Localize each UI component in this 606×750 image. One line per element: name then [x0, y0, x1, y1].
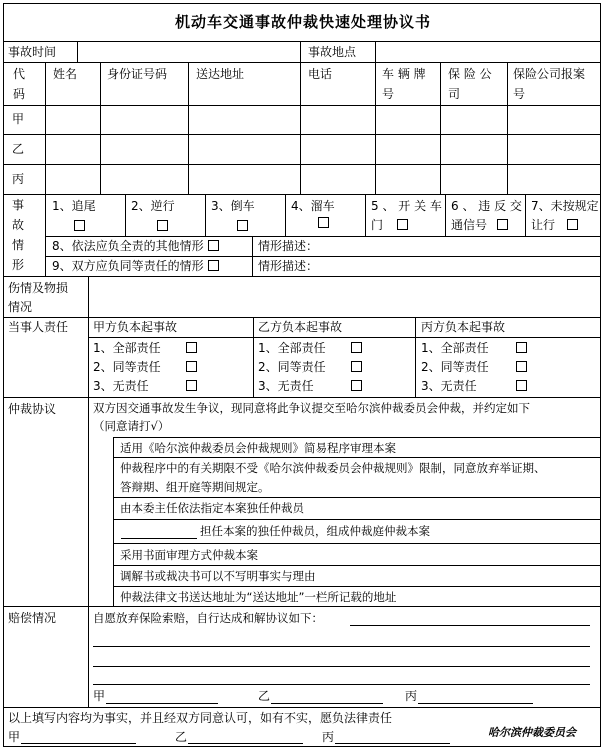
line [365, 194, 366, 236]
situation-door-2: 门 [371, 218, 408, 232]
liability-a-equal-checkbox[interactable] [186, 361, 197, 372]
phone-header: 电话 [308, 67, 333, 81]
line [88, 337, 601, 338]
situation-equal-liability-checkbox[interactable] [208, 260, 219, 271]
compensation-line[interactable] [93, 666, 590, 667]
line [300, 41, 301, 62]
liability-header-c: 丙方负本起事故 [421, 320, 506, 334]
line [125, 194, 126, 236]
insurer-report-header-2: 号 [513, 87, 526, 101]
situation-rear-end: 1、追尾 [52, 199, 96, 213]
situation-wrong-way-checkbox[interactable] [157, 220, 168, 231]
party-a-code: 甲 [12, 112, 25, 126]
compensation-line[interactable] [93, 646, 590, 647]
liability-b-equal: 2、同等责任 [258, 360, 326, 374]
line [113, 437, 601, 438]
commission-seal: 哈尔滨仲裁委员会 [488, 726, 576, 739]
situation-label-1: 事 [12, 198, 25, 212]
footer-sign-c: 丙 [322, 730, 335, 744]
line [113, 586, 601, 587]
compensation-label: 赔偿情况 [8, 611, 57, 625]
footer-sign-line-b[interactable] [188, 743, 303, 744]
line [113, 437, 114, 606]
situation-label-4: 形 [12, 258, 25, 272]
sign-line-c[interactable] [418, 703, 533, 704]
situation-rolling: 4、溜车 [291, 199, 335, 213]
line [3, 134, 601, 135]
line [252, 236, 253, 276]
situation-full-liability-checkbox[interactable] [208, 240, 219, 251]
line [3, 707, 601, 708]
line [113, 457, 601, 458]
line [100, 62, 101, 194]
situation-signal-checkbox[interactable] [497, 219, 508, 230]
sign-party-c: 丙 [405, 689, 418, 703]
footer-sign-a: 甲 [8, 730, 21, 744]
sign-party-b: 乙 [258, 689, 271, 703]
insurer-header-2: 司 [448, 87, 461, 101]
situation-yield: 7、未按规定 [531, 199, 599, 213]
compensation-line[interactable] [93, 684, 590, 685]
line [375, 41, 376, 62]
line [375, 62, 376, 194]
line [507, 62, 508, 194]
situation-label-2: 故 [12, 218, 25, 232]
sign-line-b[interactable] [271, 703, 383, 704]
situation-equal-liability: 9、双方应负同等责任的情形 [52, 259, 219, 273]
clause-written-review: 采用书面审理方式仲裁本案 [120, 548, 258, 562]
accident-time-label: 事故时间 [8, 45, 57, 59]
clause-named-arbitrator: 担任本案的独任仲裁员，组成仲裁庭仲裁本案 [200, 524, 430, 538]
line [3, 164, 601, 165]
liability-label: 当事人责任 [8, 320, 69, 334]
address-header: 送达地址 [196, 67, 245, 81]
agreement-form [3, 3, 601, 747]
line [3, 397, 601, 398]
situation-door: 5 、 开 关 车 [371, 199, 442, 213]
situation-yield-checkbox[interactable] [567, 219, 578, 230]
liability-a-none-checkbox[interactable] [186, 380, 197, 391]
situation-desc-label-2: 情形描述： [258, 259, 319, 273]
footer-sign-b: 乙 [175, 730, 188, 744]
insurer-header: 保 险 公 [448, 67, 492, 81]
liability-a-full: 1、全部责任 [93, 341, 161, 355]
line [45, 256, 601, 257]
party-c-code: 丙 [12, 172, 25, 186]
situation-wrong-way: 2、逆行 [131, 199, 175, 213]
form-title: 机动车交通事故仲裁快速处理协议书 [174, 13, 431, 31]
line [3, 317, 601, 318]
line [3, 62, 601, 63]
clause-service-address: 仲裁法律文书送达地址为“送达地址”一栏所记载的地址 [120, 590, 397, 604]
situation-reversing: 3、倒车 [211, 199, 255, 213]
situation-label-3: 情 [12, 238, 25, 252]
name-header: 姓名 [53, 67, 78, 81]
liability-c-equal: 2、同等责任 [421, 360, 489, 374]
line [45, 236, 601, 237]
situation-rolling-checkbox[interactable] [318, 217, 329, 228]
line [3, 276, 601, 277]
clause-no-reasons: 调解书或裁决书可以不写明事实与理由 [120, 569, 316, 583]
line [113, 497, 601, 498]
sign-party-a: 甲 [93, 689, 106, 703]
line [415, 317, 416, 397]
accident-place-label: 事故地点 [308, 45, 357, 59]
footer-sign-line-a[interactable] [21, 743, 136, 744]
damage-label: 伤情及物损 [8, 281, 69, 295]
insurer-report-header: 保险公司报案 [513, 67, 586, 81]
clause-director-appoint: 由本委主任依法指定本案独任仲裁员 [120, 501, 304, 515]
line [113, 565, 601, 566]
code-label-2: 码 [13, 87, 26, 101]
line [3, 105, 601, 106]
liability-a-equal: 2、同等责任 [93, 360, 161, 374]
liability-c-full-checkbox[interactable] [516, 342, 527, 353]
id-number-header: 身份证号码 [107, 67, 168, 81]
arbitrator-name-line[interactable] [121, 538, 197, 539]
situation-reversing-checkbox[interactable] [237, 220, 248, 231]
damage-label-2: 情况 [8, 300, 33, 314]
line [3, 41, 601, 42]
footer-statement: 以上填写内容均为事实，并且经双方同意认可，如有不实，愿负法律责任 [8, 711, 393, 725]
liability-b-none: 3、无责任 [258, 379, 314, 393]
liability-c-equal-checkbox[interactable] [516, 361, 527, 372]
liability-c-none: 3、无责任 [421, 379, 477, 393]
line [3, 606, 601, 607]
line [205, 194, 206, 236]
liability-b-full: 1、全部责任 [258, 341, 326, 355]
compensation-text: 自愿放弃保险索赔，自行达成和解协议如下： [93, 611, 323, 625]
line [113, 519, 601, 520]
line [525, 194, 526, 236]
code-label: 代 [13, 67, 26, 81]
liability-header-b: 乙方负本起事故 [258, 320, 343, 334]
line [113, 543, 601, 544]
line [188, 62, 189, 194]
line [88, 397, 89, 707]
footer-sign-line-c[interactable] [335, 743, 450, 744]
compensation-line[interactable] [350, 625, 590, 626]
line [45, 62, 46, 276]
situation-yield-2: 让行 [531, 218, 578, 232]
line [77, 41, 78, 62]
line [88, 276, 89, 397]
clause-simple-procedure: 适用《哈尔滨仲裁委员会仲裁规则》简易程序审理本案 [120, 441, 396, 455]
line [253, 317, 254, 397]
arbitration-intro: 双方因交通事故发生争议，现同意将此争议提交至哈尔滨仲裁委员会仲裁，并约定如下 [93, 401, 530, 415]
liability-a-none: 3、无责任 [93, 379, 149, 393]
liability-b-equal-checkbox[interactable] [351, 361, 362, 372]
situation-full-liability: 8、依法应负全责的其他情形 [52, 239, 219, 253]
clause-waive-periods-2: 答辩期、组开庭等期间规定。 [120, 480, 270, 494]
line [445, 194, 446, 236]
situation-door-checkbox[interactable] [397, 219, 408, 230]
party-b-code: 乙 [12, 142, 25, 156]
liability-b-full-checkbox[interactable] [351, 342, 362, 353]
liability-a-full-checkbox[interactable] [186, 342, 197, 353]
line [440, 62, 441, 194]
situation-desc-label: 情形描述： [258, 239, 319, 253]
liability-header-a: 甲方负本起事故 [93, 320, 178, 334]
clause-waive-periods: 仲裁程序中的有关期限不受《哈尔滨仲裁委员会仲裁规则》限制，同意放弃举证期、 [120, 461, 546, 475]
arbitration-label: 仲裁协议 [8, 402, 57, 416]
line [3, 194, 601, 195]
plate-header: 车 辆 牌 [382, 67, 426, 81]
sign-line-a[interactable] [106, 703, 218, 704]
line [300, 62, 301, 194]
liability-b-none-checkbox[interactable] [351, 380, 362, 391]
liability-c-full: 1、全部责任 [421, 341, 489, 355]
situation-signal: 6 、 违 反 交 [451, 199, 522, 213]
situation-signal-2: 通信号 [451, 218, 508, 232]
plate-header-2: 号 [382, 87, 395, 101]
line [285, 194, 286, 236]
arbitration-intro-2: （同意请打√） [93, 419, 170, 433]
liability-c-none-checkbox[interactable] [516, 380, 527, 391]
situation-rear-end-checkbox[interactable] [74, 220, 85, 231]
